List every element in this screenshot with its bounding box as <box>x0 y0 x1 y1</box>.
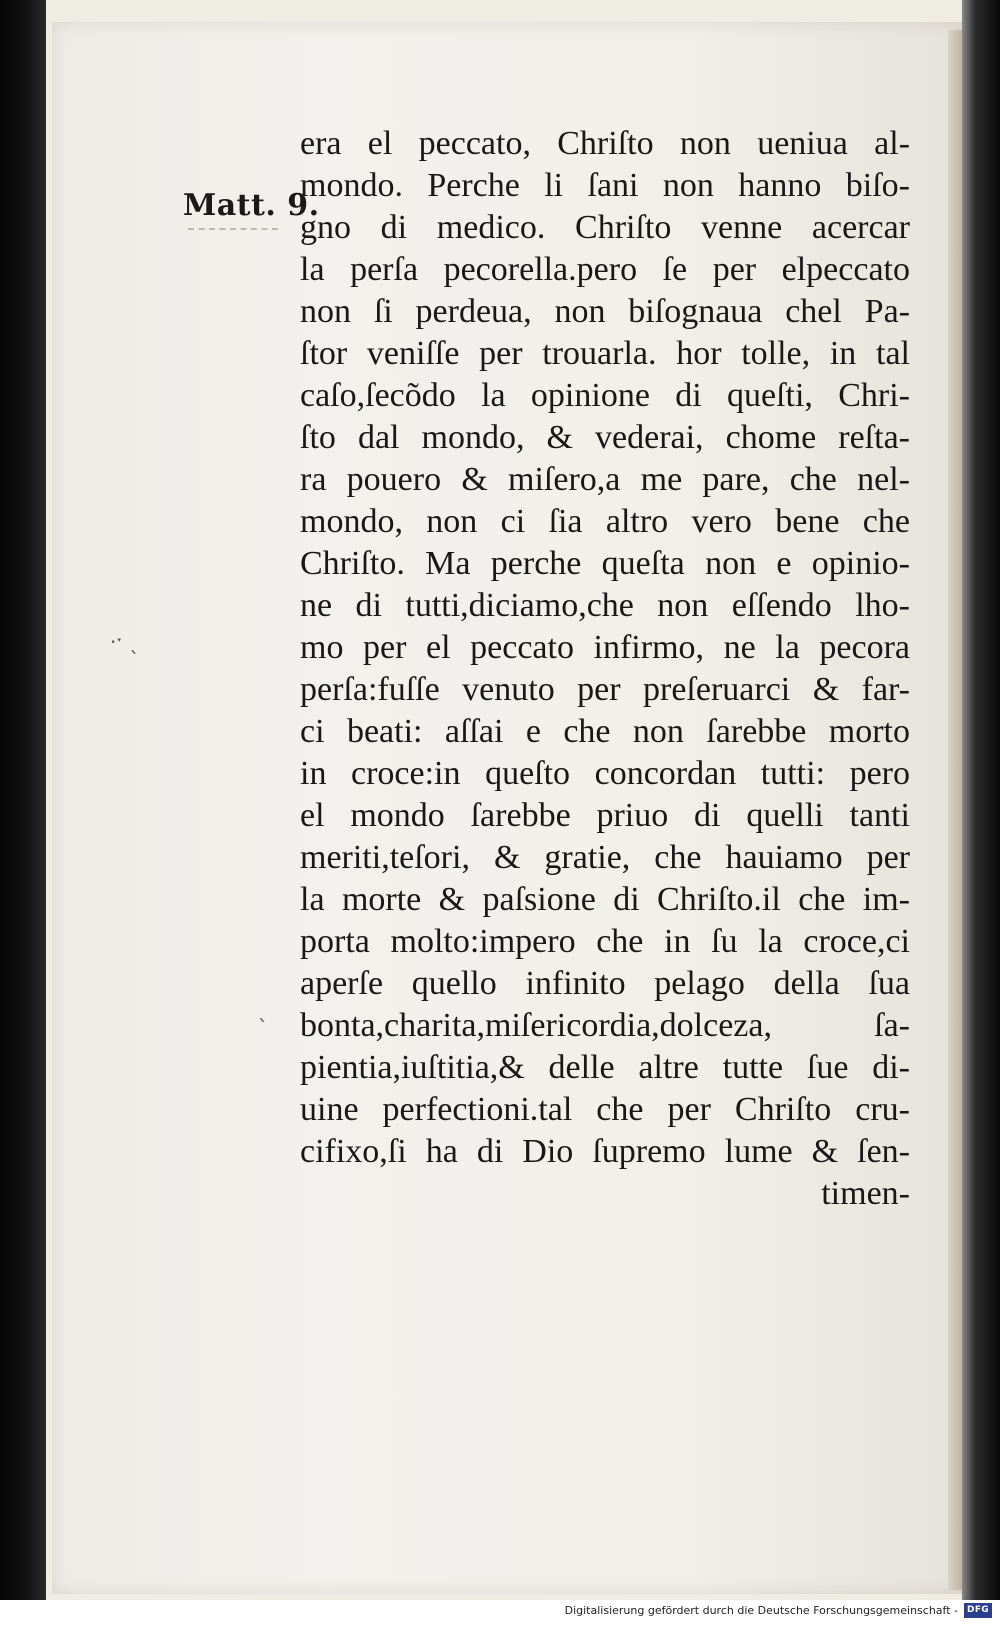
text-line: non ſi perdeua, non biſognaua chel Pa- <box>300 293 910 330</box>
text-line: meriti,teſori, & gratie, che hauiamo per <box>300 839 910 876</box>
text-line: ſto dal mondo, & vederai, chome reſta- <box>300 419 910 456</box>
text-line: ci beati: aſſai e che non ſarebbe morto <box>300 713 910 750</box>
ink-mark: ·ˑ ˎ <box>110 630 140 654</box>
text-line: perſa:fuſſe venuto per preſeruarci & far- <box>300 671 910 708</box>
dfg-logo: DFG <box>964 1603 992 1618</box>
text-line: bonta,charita,miſericordia,dolceza, ſa- <box>300 1007 910 1044</box>
text-line: ra pouero & miſero,a me pare, che nel- <box>300 461 910 498</box>
text-line: timen- <box>821 1175 910 1212</box>
margin-rule <box>188 228 278 232</box>
text-line: cifixo,ſi ha di Dio ſupremo lume & ſen- <box>300 1133 910 1170</box>
page-edge-right <box>948 30 962 1590</box>
text-line: era el peccato, Chriſto non ueniua al- <box>300 125 910 162</box>
text-line: mo per el peccato infirmo, ne la pecora <box>300 629 910 666</box>
text-line: Chriſto. Ma perche queſta non e opinio- <box>300 545 910 582</box>
text-line: ſtor veniſſe per trouarla. hor tolle, in tal <box>300 335 910 372</box>
text-line: pientia,iuſtitia,& delle altre tutte ſue di- <box>300 1049 910 1086</box>
book-spine-right <box>962 0 1000 1600</box>
footer-credit: Digitalisierung gefördert durch die Deutsche Forschungsgemeinschaft - <box>564 1604 958 1617</box>
text-line: caſo,ſecõdo la opinione di queſti, Chri- <box>300 377 910 414</box>
text-line: in croce:in queſto concordan tutti: pero <box>300 755 910 792</box>
text-line: mondo, non ci ſia altro vero bene che <box>300 503 910 540</box>
margin-note: Matt. 9. <box>183 188 320 223</box>
text-line: ne di tutti,diciamo,che non eſſendo lho- <box>300 587 910 624</box>
text-line: uine perfectioni.tal che per Chriſto cru- <box>300 1091 910 1128</box>
text-line: la perſa pecorella.pero ſe per elpeccato <box>300 251 910 288</box>
text-line: porta molto:impero che in ſu la croce,ci <box>300 923 910 960</box>
text-line: aperſe quello infinito pelago della ſua <box>300 965 910 1002</box>
text-line: gno di medico. Chriſto venne acercar <box>300 209 910 246</box>
ink-mark: ˎ <box>258 998 268 1022</box>
body-text <box>300 123 910 1215</box>
book-spine-left <box>0 0 46 1600</box>
text-line: la morte & paſsione di Chriſto.il che im- <box>300 881 910 918</box>
text-line: mondo. Perche li ſani non hanno biſo- <box>300 167 910 204</box>
text-line: el mondo ſarebbe priuo di quelli tanti <box>300 797 910 834</box>
